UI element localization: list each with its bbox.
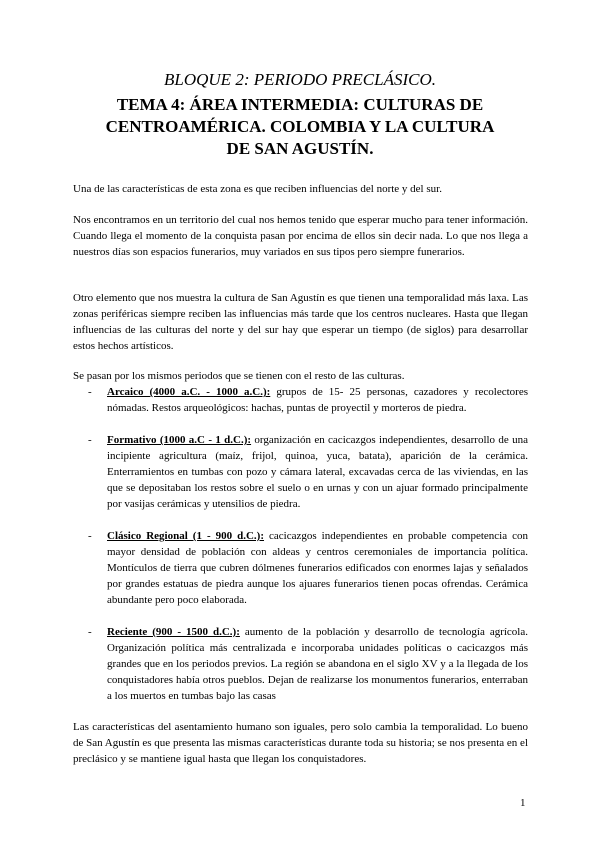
list-item-arcaico [88,384,528,416]
main-title: TEMA 4: ÁREA INTERMEDIA: CULTURAS DE CENTROAMÉRICA. COLOMBIA Y LA CULTURA DE SAN AGUSTÍN. [105,95,495,158]
paragraph-closing: Las características del asentamiento humano son iguales, pero solo cambia la temporalidad. Lo bueno de San Agustín es que presenta las mismas características durante toda su historia; se nos presenta en el preclásico y se mantiene igual hasta que llegan los conquistadores. [73,721,528,765]
block-title: BLOQUE 2: PERIODO PRECLÁSICO. [164,70,436,89]
list-dash: - [88,434,92,446]
period-term: Reciente (900 - 1500 d.C.): [107,626,240,638]
period-term: Arcaico (4000 a.C. - 1000 a.C.): [107,386,271,398]
list-dash: - [88,530,92,542]
paragraph-temporality: Otro elemento que nos muestra la cultura de San Agustín es que tienen una temporalidad más laxa. Las zonas periféricas siempre reciben las influencias más tarde que los centros nucleares. Hasta que llegan influencias de las culturas del norte y del sur hay que esperar un tiempo (de siglos) para desarrollar estos hechos artísticos. [73,292,528,352]
paragraph-territory: Nos encontramos en un territorio del cual nos hemos tenido que esperar mucho para tener información. Cuando llega el momento de la conquista pasan por encima de ellos sin decir nada. Lo que nos llega a nuestros días son espacios funerarios, muy variados en sus tipos pero siempre funerarios. [73,214,528,258]
period-description: grupos de 15- 25 personas, cazadores y recolectores nómadas. Restos arqueológicos: hachas, puntas de proyectil y morteros de piedra. [107,386,528,414]
list-dash: - [88,386,92,398]
period-term: Clásico Regional (1 - 900 d.C.): [107,530,265,542]
period-description: organización en cacicazgos independientes, desarrollo de una incipiente agricultura (maíz, frijol, quinoa, yuca, batata), aparición de la cerámica. Enterramientos en tumbas con pozo y cámara lateral, excavadas cerca de las viviendas, en las que se depositaban los restos sobre el suelo o en urnas y con un ajuar formado principalmente por vasijas cerámicas y utensilios de piedra. [107,434,528,510]
list-item-reciente [88,624,528,704]
page-number: 1 [520,797,526,809]
paragraph-intro: Una de las características de esta zona es que reciben influencias del norte y del sur. [73,183,442,195]
periods-list [88,384,528,720]
list-item-formativo [88,432,528,512]
period-description: aumento de la población y desarrollo de tecnología agrícola. Organización política más centralizada e incorporaba unidades políticas o cacicazgos más grandes que en los periodos previos. La región se abandona en el siglo XV y a la llegada de los conquistadores había otros pueblos. Dejan de realizarse los monumentos funerarios, enterraban a los muertos en tumbas bajo las casas [107,626,528,702]
list-item-clasico-regional [88,528,528,608]
period-description: cacicazgos independientes en probable competencia con mayor densidad de población con aldeas y centros ceremoniales de importancia política. Montículos de tierra que cubren dólmenes funerarios edificados con enormes lajas y señalados por grandes estatuas de piedra aunque los ajuares funerarios tienen pocas ofrendas. Cerámica abundante pero poco elaborada. [107,530,528,606]
period-term: Formativo (1000 a.C - 1 d.C.): [107,434,252,446]
paragraph-periods-intro: Se pasan por los mismos periodos que se tienen con el resto de las culturas. [73,370,405,382]
list-dash: - [88,626,92,638]
